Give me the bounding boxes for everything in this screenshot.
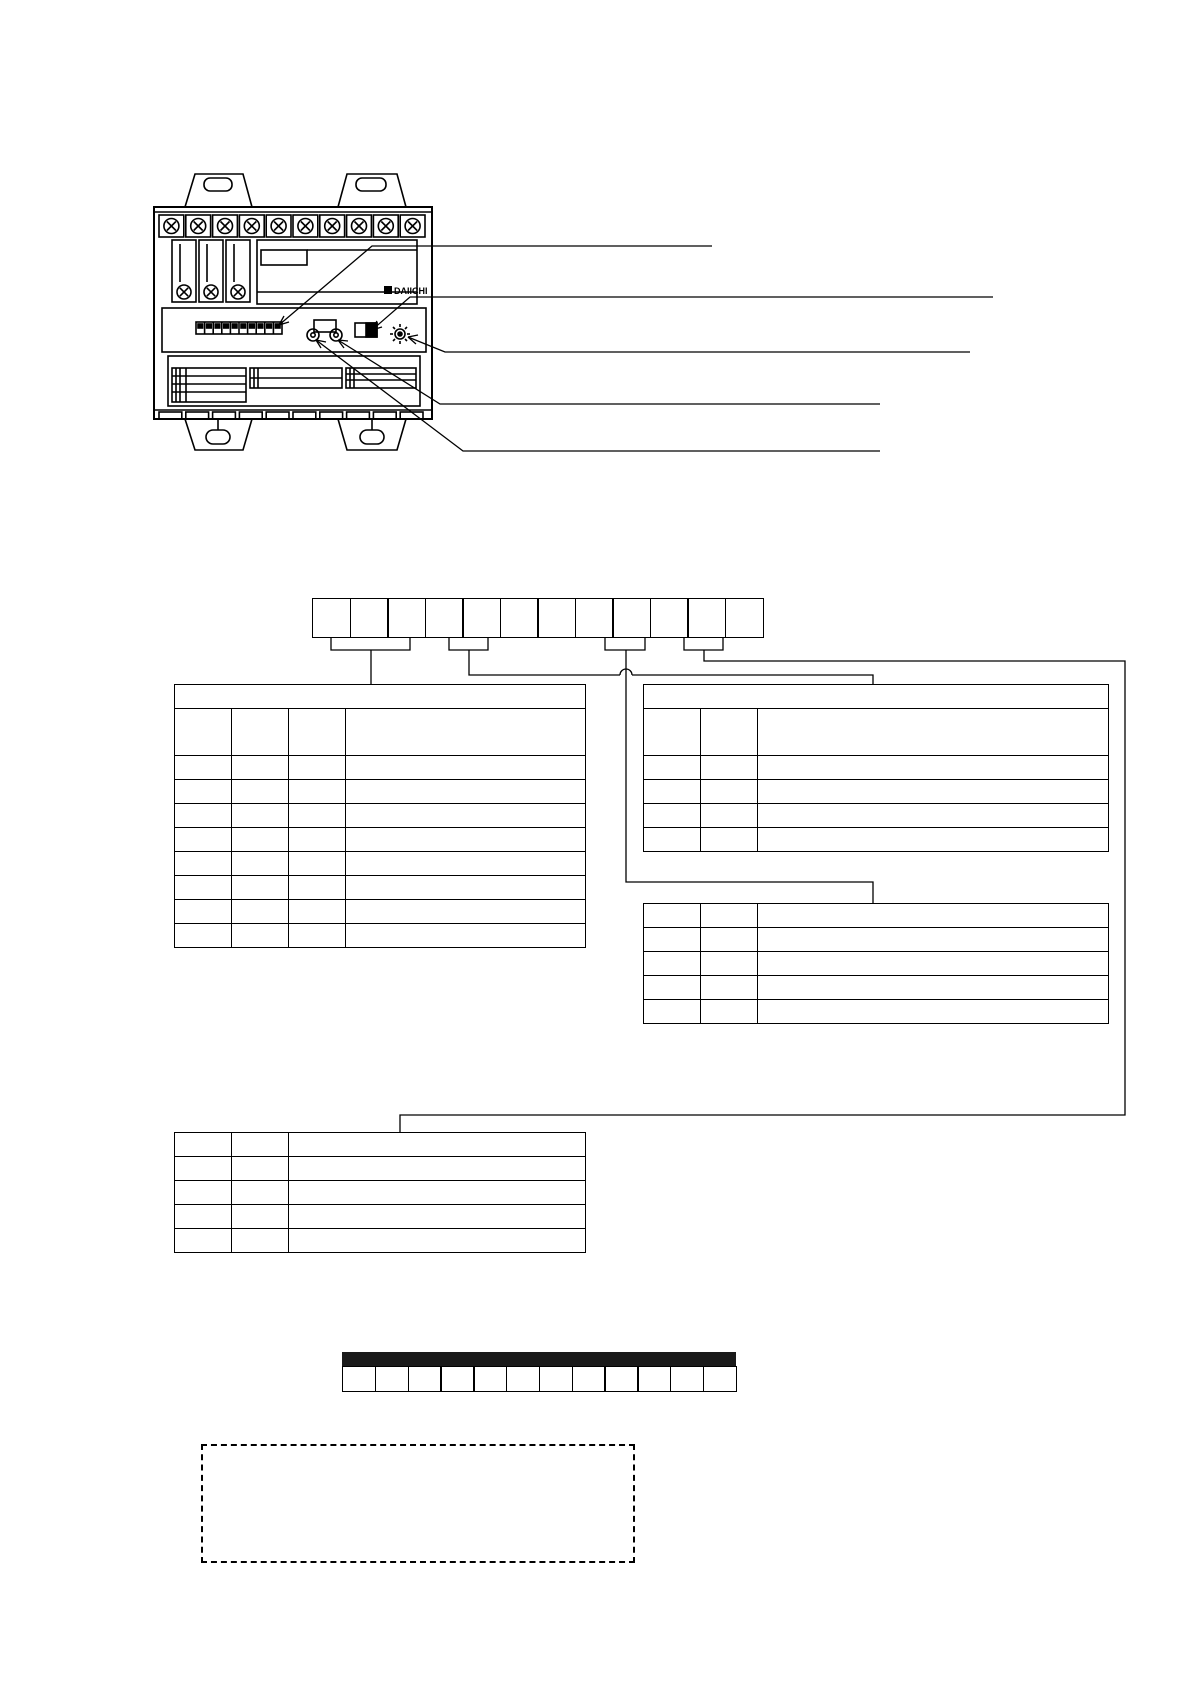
code-table-c <box>643 903 1109 1024</box>
bottom-cell <box>440 1366 474 1392</box>
bottom-bar-cells <box>342 1366 737 1392</box>
table-row <box>644 828 1109 852</box>
bottom-bar-header <box>342 1352 736 1366</box>
bottom-cell <box>408 1366 442 1392</box>
bottom-cell <box>342 1366 376 1392</box>
table-row <box>175 852 586 876</box>
bottom-cell <box>604 1366 638 1392</box>
table-row <box>175 1133 586 1157</box>
table-row <box>175 1205 586 1229</box>
table-header-row <box>644 709 1109 756</box>
bottom-cell <box>375 1366 409 1392</box>
bottom-cell <box>703 1366 737 1392</box>
table-row <box>644 928 1109 952</box>
dashed-note-box <box>201 1444 635 1563</box>
table-header-row <box>175 709 586 756</box>
table-row <box>644 1000 1109 1024</box>
table-row <box>644 804 1109 828</box>
table-row <box>644 976 1109 1000</box>
table-row <box>175 876 586 900</box>
code-table-b <box>643 684 1109 852</box>
table-row <box>175 1229 586 1253</box>
code-table-d <box>174 1132 586 1253</box>
bottom-cell <box>506 1366 540 1392</box>
table-row <box>175 756 586 780</box>
table-row <box>644 780 1109 804</box>
table-row <box>175 924 586 948</box>
bottom-cell <box>539 1366 573 1392</box>
bottom-cell <box>637 1366 671 1392</box>
bottom-cell <box>473 1366 507 1392</box>
bottom-cell <box>572 1366 606 1392</box>
table-row <box>175 900 586 924</box>
table-title-row <box>175 685 586 709</box>
table-row <box>175 1157 586 1181</box>
table-row <box>644 952 1109 976</box>
code-table-a <box>174 684 586 948</box>
table-row <box>175 828 586 852</box>
table-row <box>644 756 1109 780</box>
bottom-cell <box>670 1366 704 1392</box>
table-title-row <box>644 685 1109 709</box>
table-row <box>175 804 586 828</box>
svg-text:DAIICHI: DAIICHI <box>394 286 428 296</box>
table-row <box>644 904 1109 928</box>
table-row <box>175 1181 586 1205</box>
table-row <box>175 780 586 804</box>
